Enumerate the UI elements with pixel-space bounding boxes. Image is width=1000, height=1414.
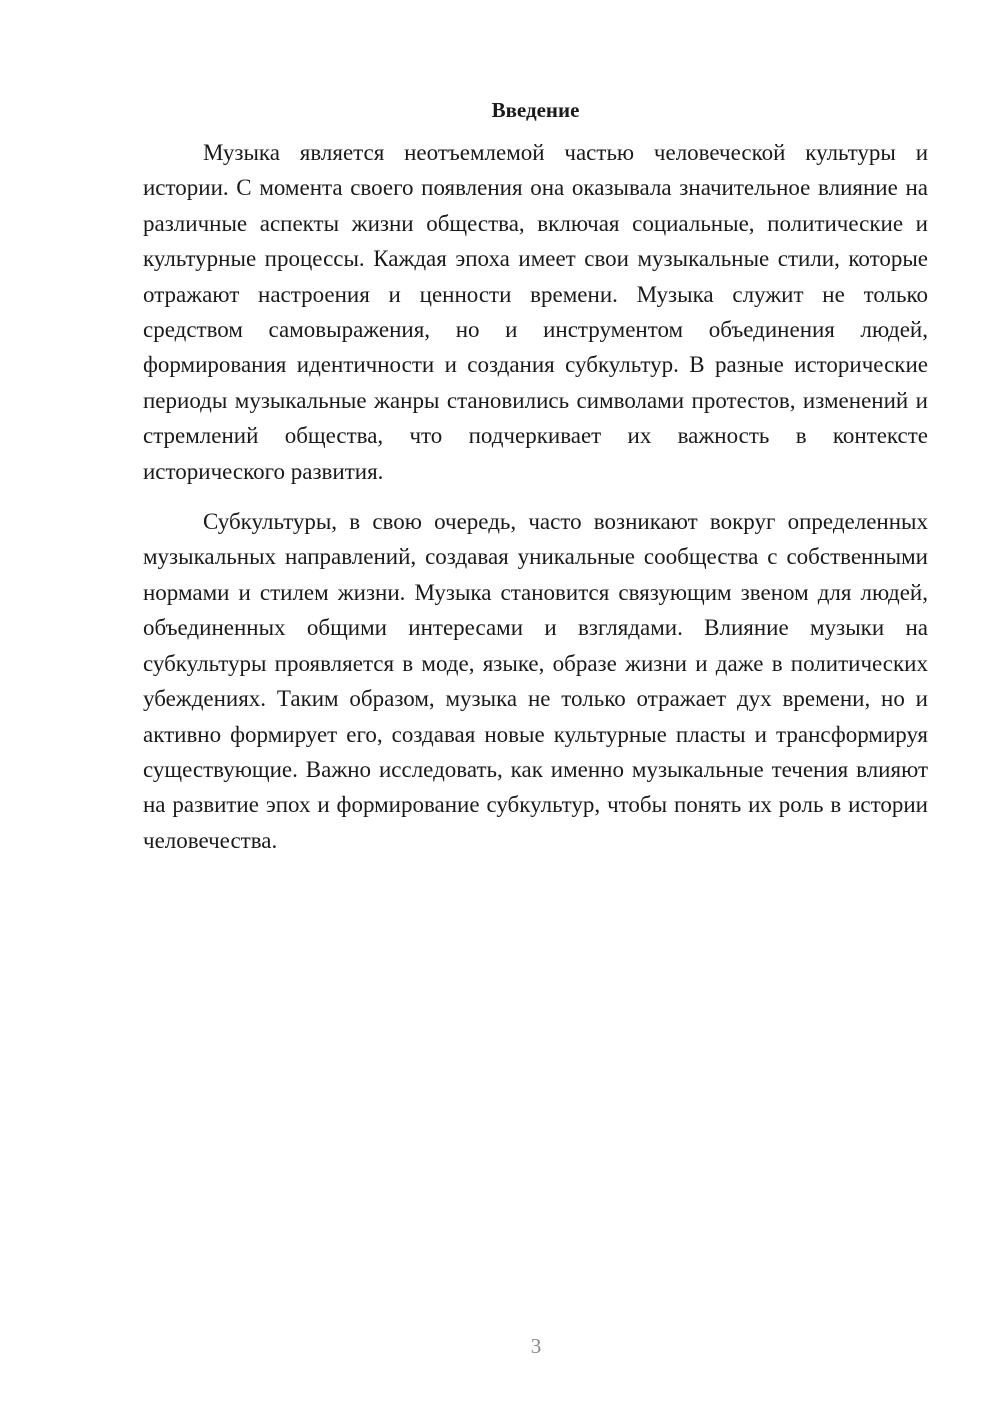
page-content [143,95,928,858]
page-number: 3 [530,1334,542,1358]
paragraph-intro: Музыка является неотъемлемой частью человеческой культуры и истории. С момента своего появления она оказывала значительное влияние на различные аспекты жизни общества, включая социальные, политические и культурные процессы. Каждая эпоха имеет свои музыкальные стили, которые отражают настроения и ценности времени. Музыка служит не только средством самовыражения, но и инструментом объединения людей, формирования идентичности и создания субкультур. В разные исторические периоды музыкальные жанры становились символами протестов, изменений и стремлений общества, что подчеркивает их важность в контексте исторического развития. [143,140,928,484]
section-heading: Введение [491,98,580,122]
paragraph-subcultures: Субкультуры, в свою очередь, часто возникают вокруг определенных музыкальных направлений, создавая уникальные сообщества с собственными нормами и стилем жизни. Музыка становится связующим звеном для людей, объединенных общими интересами и взглядами. Влияние музыки на субкультуры проявляется в моде, языке, образе жизни и даже в политических убеждениях. Таким образом, музыка не только отражает дух времени, но и активно формирует его, создавая новые культурные пласты и трансформируя существующие. Важно исследовать, как именно музыкальные течения влияют на развитие эпох и формирование субкультур, чтобы понять их роль в истории человечества. [143,509,928,853]
